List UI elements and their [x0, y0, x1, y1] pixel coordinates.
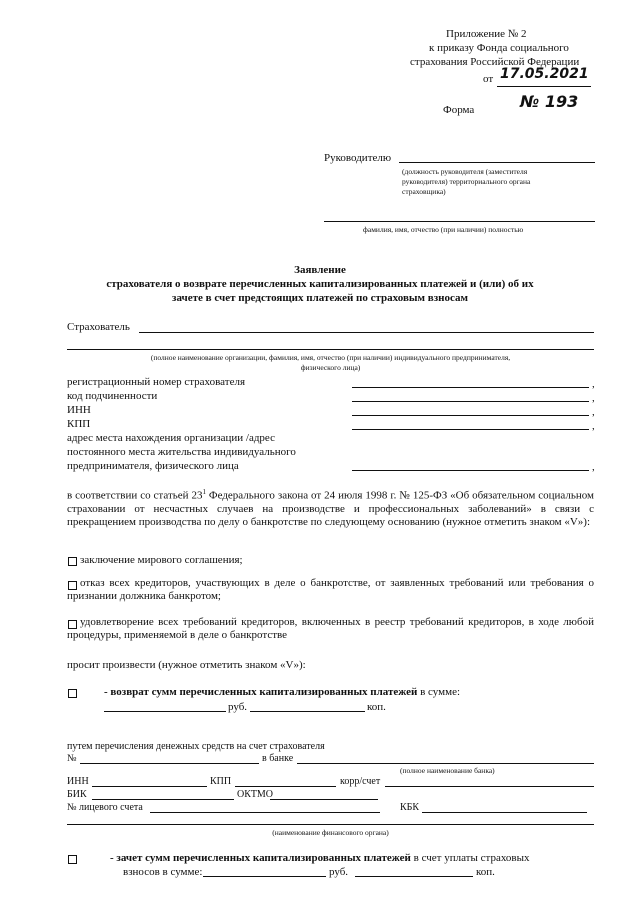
offset-label: - зачет сумм перечисленных капитализированных платежей в счет уплаты страховых: [110, 852, 530, 864]
reg-number-field[interactable]: [352, 387, 589, 388]
corr-account-field[interactable]: [385, 786, 594, 787]
bank-kpp-label: КПП: [210, 776, 232, 787]
date-prefix: от: [483, 73, 494, 85]
bank-hint: (полное наименование банка): [400, 766, 495, 775]
document-subtitle-2: зачете в счет предстоящих платежей по страховым взносам: [172, 292, 468, 304]
form-label: Форма: [443, 104, 475, 116]
reg-number-label: регистрационный номер страхователя: [67, 376, 246, 388]
subordination-code-label: код подчиненности: [67, 390, 158, 402]
account-number-field[interactable]: [80, 763, 259, 764]
inn-field[interactable]: [352, 415, 589, 416]
handwritten-date: 17.05.2021: [500, 66, 589, 82]
recipient-label: Руководителю: [324, 152, 392, 164]
option-settlement-label: заключение мирового соглашения;: [80, 554, 243, 566]
option-claims-satisfied-label: удовлетворение всех требований кредиторов, включенных в реестр требований кредиторов, в ходе любой процедуры, применяемой в деле о банкротстве: [67, 616, 594, 641]
recipient-position-hint: (должность руководителя (заместителя руководителя) территориального органа страховщика): [402, 167, 531, 196]
kpp-field[interactable]: [352, 429, 589, 430]
offset-checkbox[interactable]: [68, 855, 77, 864]
comma: ,: [592, 406, 595, 418]
rub-label: руб.: [228, 701, 248, 713]
document-subtitle-1: страхователя о возврате перечисленных капитализированных платежей и (или) об их: [106, 278, 534, 290]
insurer-hint: (полное наименование организации, фамилия, имя, отчество (при наличии) индивидуального предпринимателя, физического лица): [150, 353, 511, 372]
recipient-fio-hint: фамилия, имя, отчество (при наличии) полностью: [363, 225, 524, 234]
refund-label: - возврат сумм перечисленных капитализированных платежей в сумме:: [104, 686, 461, 698]
handwritten-number: № 193: [520, 92, 579, 111]
address-field[interactable]: [352, 470, 589, 471]
recipient-fio-field[interactable]: [324, 221, 595, 222]
offset-rub-field[interactable]: [203, 876, 326, 877]
option-creditor-refusal-label: отказ всех кредиторов, участвующих в деле о банкротстве, от заявленных требований или требования о признании должника банкротом;: [67, 577, 594, 602]
personal-account-field[interactable]: [150, 812, 380, 813]
fund-name: страхования Российской Федерации: [410, 56, 580, 68]
offset-kop-field[interactable]: [355, 876, 473, 877]
oktmo-label: ОКТМО: [237, 789, 273, 800]
address-label-1: адрес места нахождения организации /адрес: [67, 432, 275, 444]
insurer-label: Страхователь: [67, 321, 130, 333]
address-label-2: постоянного места жительства индивидуального: [67, 446, 296, 458]
date-underline: [497, 86, 591, 87]
comma: ,: [592, 392, 595, 404]
transfer-label: путем перечисления денежных средств на счет страхователя: [67, 741, 325, 752]
bank-inn-label: ИНН: [67, 776, 89, 787]
bik-label: БИК: [67, 789, 87, 800]
account-no-label: №: [67, 753, 77, 764]
bank-kpp-field[interactable]: [235, 786, 336, 787]
corr-account-label: корр/счет: [340, 776, 381, 787]
comma: ,: [592, 378, 595, 390]
fin-organ-hint: (наименование финансового органа): [272, 828, 389, 837]
appendix-number: Приложение № 2: [446, 28, 527, 40]
comma: ,: [592, 461, 595, 473]
oktmo-field[interactable]: [270, 799, 378, 800]
kpp-label: КПП: [67, 418, 91, 430]
kbk-field[interactable]: [422, 812, 587, 813]
inn-label: ИНН: [67, 404, 91, 416]
recipient-position-field[interactable]: [399, 162, 595, 163]
kbk-label: КБК: [400, 802, 420, 813]
offset-kop-label: коп.: [476, 866, 495, 878]
comma: ,: [592, 420, 595, 432]
subordination-code-field[interactable]: [352, 401, 589, 402]
basis-paragraph: в соответствии со статьей $23^1$ Федерального закона от 24 июля 1998 г. № 125-ФЗ «Об обязательном социальном страховании от несчастных случаев на производстве и профессиональных заболеваний» в связи с прекращением производства по делу о банкротстве по следующему основанию (нужное отметить знаком «V»):: [67, 488, 594, 528]
offset-rub-label: руб.: [329, 866, 349, 878]
insurer-name-field-2[interactable]: [67, 349, 594, 350]
request-label: просит произвести (нужное отметить знаком «V»):: [67, 659, 306, 671]
order-ref: к приказу Фонда социального: [429, 42, 569, 54]
refund-checkbox[interactable]: [68, 689, 77, 698]
insurer-name-field[interactable]: [139, 332, 594, 333]
document-title: Заявление: [294, 264, 346, 276]
address-label-3: предпринимателя, физического лица: [67, 460, 239, 472]
bik-field[interactable]: [92, 799, 234, 800]
refund-rub-field[interactable]: [104, 711, 226, 712]
in-bank-label: в банке: [262, 753, 294, 764]
kop-label: коп.: [367, 701, 386, 713]
offset-line2: взносов в сумме:: [123, 866, 203, 878]
refund-kop-field[interactable]: [250, 711, 365, 712]
fin-organ-field[interactable]: [67, 824, 594, 825]
option-settlement-checkbox[interactable]: [68, 557, 77, 566]
bank-inn-field[interactable]: [92, 786, 207, 787]
bank-name-field[interactable]: [297, 763, 594, 764]
personal-account-label: № лицевого счета: [67, 802, 143, 813]
